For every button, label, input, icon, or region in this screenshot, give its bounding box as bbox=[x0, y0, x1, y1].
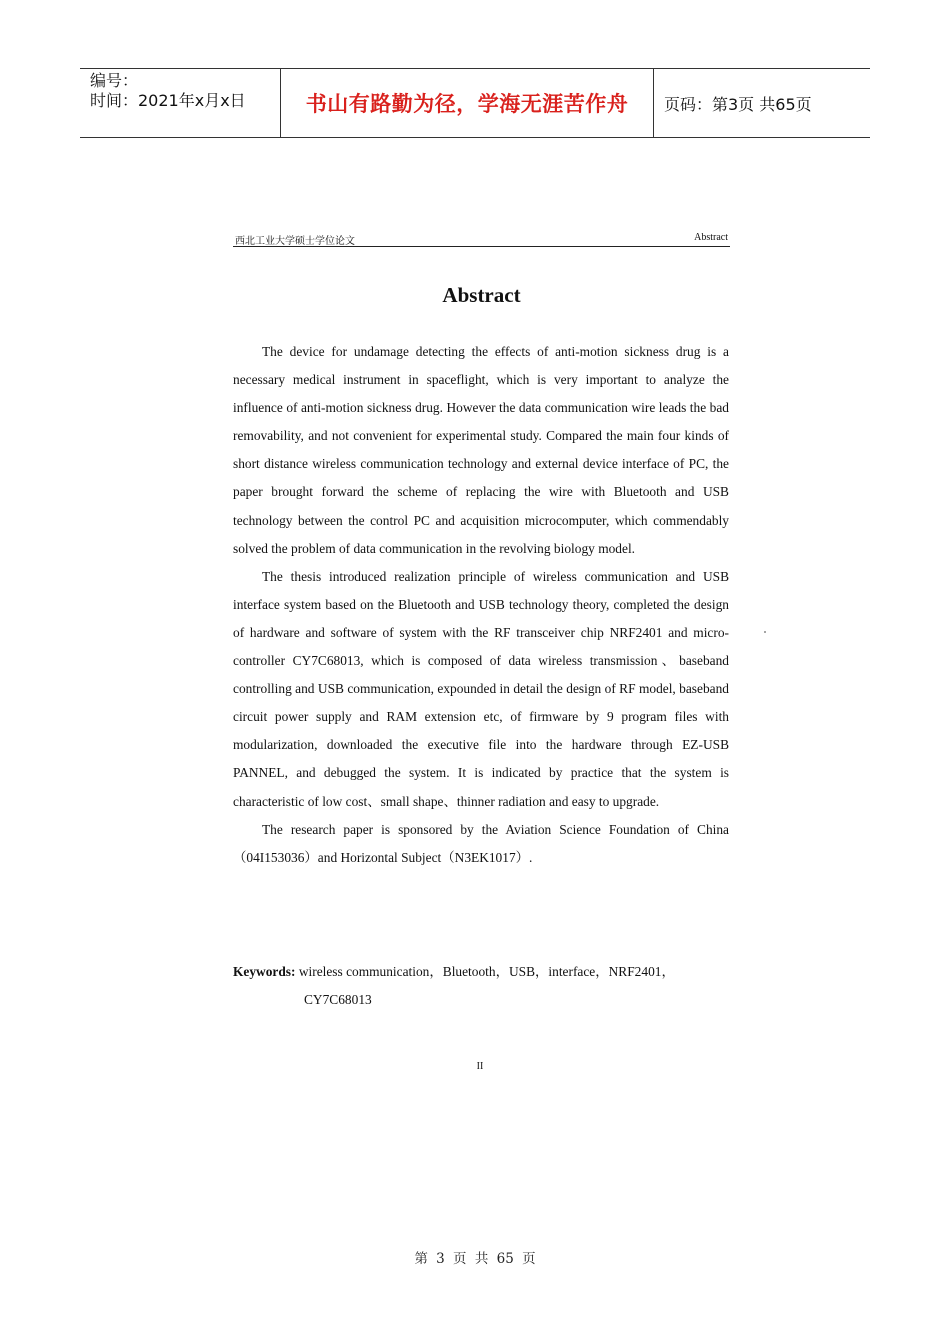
running-header-institution: 西北工业大学硕士学位论文 bbox=[235, 236, 355, 247]
time-label: 时间：2021年x月x日 bbox=[90, 91, 246, 110]
abstract-paragraph-2: The thesis introduced realization principle of wireless communication and USB interface system based on the Bluetooth and USB technology theory, completed the design of hardware and software of system with the RF transceiver chip NRF2401 and micro-controller CY7C68013, which is composed of data wireless transmission、baseband controlling and USB communication, expounded in detail the design of RF model, baseband circuit power supply and RAM extension etc, of firmware by 9 program files with modularization, downloaded the executive file into the hardware through EZ-USB PANNEL, and debugged the system. It is indicated by practice that the system is characteristic of low cost、small shape、thinner radiation and easy to upgrade. bbox=[233, 568, 729, 809]
page-footer: 第 3 页 共 65 页 bbox=[414, 1251, 536, 1267]
number-label: 编号： bbox=[90, 71, 139, 90]
keywords-line-2: CY7C68013 bbox=[304, 992, 372, 1007]
scan-speck bbox=[764, 631, 766, 633]
page-info: 页码：第3页 共65页 bbox=[664, 94, 812, 114]
header-motto-cell bbox=[281, 69, 654, 137]
roman-page-number: II bbox=[476, 1061, 484, 1072]
document-header-table bbox=[80, 68, 870, 138]
keywords-label: Keywords: bbox=[233, 964, 296, 979]
keywords-line-1: wireless communication，Bluetooth，USB，interface，NRF2401， bbox=[298, 964, 675, 979]
page-title: Abstract bbox=[442, 283, 521, 307]
running-header bbox=[233, 232, 730, 247]
header-meta-cell bbox=[80, 69, 281, 137]
running-header-section: Abstract bbox=[694, 232, 728, 243]
abstract-body bbox=[233, 338, 729, 872]
abstract-paragraph-3: The research paper is sponsored by the Aviation Science Foundation of China（04I153036）and Horizontal Subject（N3EK1017）. bbox=[233, 821, 729, 865]
header-page-cell bbox=[654, 69, 870, 137]
keywords-block bbox=[233, 958, 729, 1014]
motto-text: 书山有路勤为径，学海无涯苦作舟 bbox=[305, 92, 629, 116]
abstract-paragraph-1: The device for undamage detecting the effects of anti-motion sickness drug is a necessary medical instrument in spaceflight, which is very important to analyze the influence of anti-motion sickness drug. However the data communication wire leads the bad removability, and not convenient for experimental study. Compared the main four kinds of short distance wireless communication technology and external device interface of PC, the paper brought forward the scheme of replacing the wire with Bluetooth and USB technology between the control PC and acquisition microcomputer, which commendably solved the problem of data communication in the revolving biology model. bbox=[233, 344, 729, 556]
